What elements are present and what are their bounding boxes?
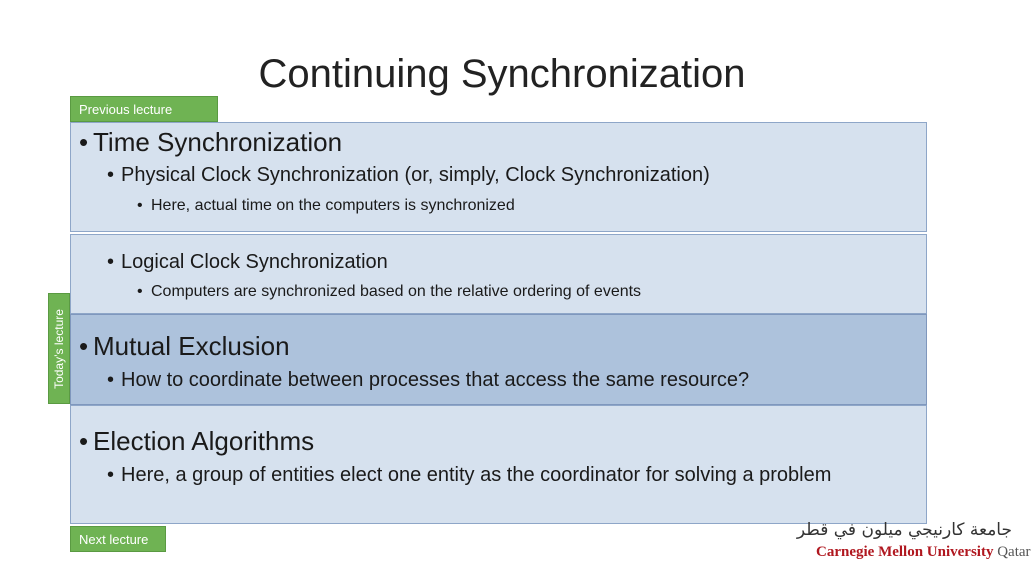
bullet-icon: • (79, 127, 89, 157)
logo-arabic-text: جامعة كارنيجي ميلون في قطر (796, 520, 1012, 540)
logo-english-text: Carnegie Mellon University Qatar (816, 544, 1031, 560)
bullet-icon: • (137, 283, 143, 300)
bullet-relative-ordering: • Computers are synchronized based on the relative ordering of events (137, 283, 642, 300)
bullet-election-algorithms: • Election Algorithms (79, 426, 315, 456)
previous-lecture-tag: Previous lecture (70, 96, 218, 122)
section-logical-clock (70, 234, 927, 314)
bullet-icon: • (107, 251, 115, 273)
cmu-qatar-logo (796, 520, 1031, 568)
bullet-icon: • (137, 197, 143, 214)
section-time-sync (70, 122, 927, 232)
section-mutual-exclusion (70, 314, 927, 405)
bullet-group-of-entities: • Here, a group of entities elect one entity as the coordinator for solving a problem (107, 464, 897, 489)
bullet-logical-clock: • Logical Clock Synchronization (107, 251, 388, 273)
next-lecture-tag: Next lecture (70, 526, 166, 552)
bullet-actual-time: • Here, actual time on the computers is synchronized (137, 197, 515, 214)
bullet-icon: • (79, 331, 89, 361)
todays-lecture-tag: Today’s lecture (48, 293, 70, 404)
section-election-algorithms (70, 405, 927, 524)
bullet-icon: • (107, 164, 115, 186)
slide-title: Continuing Synchronization (258, 52, 746, 96)
bullet-physical-clock: • Physical Clock Synchronization (or, simply, Clock Synchronization) (107, 164, 710, 186)
bullet-mutual-exclusion: • Mutual Exclusion (79, 331, 290, 361)
bullet-coordinate-processes: • How to coordinate between processes that access the same resource? (107, 369, 750, 391)
bullet-icon: • (107, 464, 115, 486)
bullet-icon: • (107, 369, 115, 391)
bullet-time-synchronization: • Time Synchronization (79, 127, 343, 157)
bullet-icon: • (79, 426, 89, 456)
